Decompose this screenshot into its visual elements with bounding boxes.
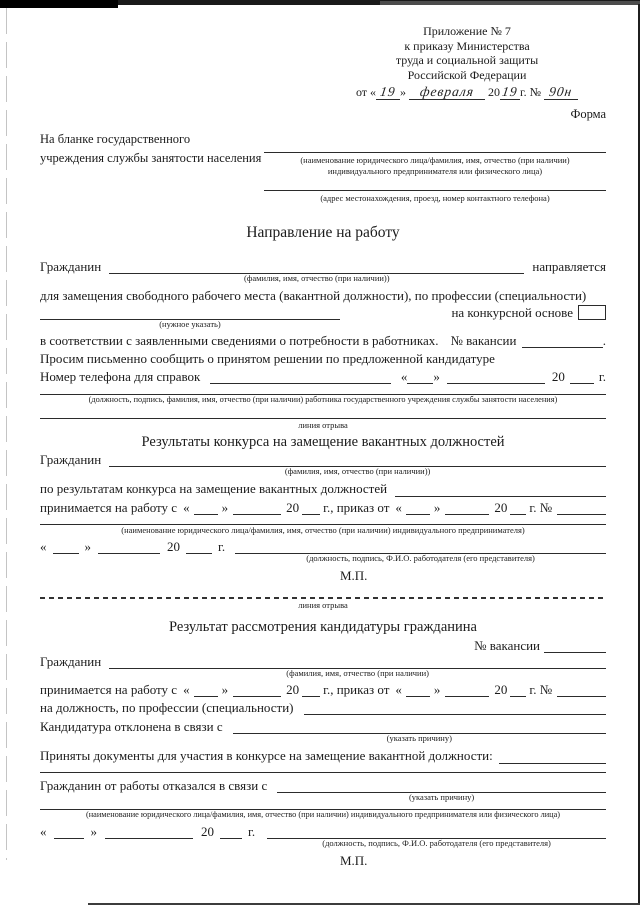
blank-year: [570, 370, 594, 384]
blank-citizen-fio-3: [109, 655, 606, 679]
vacancy-no-label-3: № вакансии: [474, 638, 540, 654]
caption-employer-name-1: (наименование юридического лица/фамилия, имя, отчество (при наличии): [300, 155, 570, 165]
please-sentence: Просим письменно сообщить о принятом решении по предложенной кандидатуре: [40, 351, 495, 367]
g-no-label: г. №: [529, 682, 553, 698]
blank-profession: [40, 306, 340, 330]
quote-close: »: [90, 823, 97, 839]
caption-fio-3: (фамилия, имя, отчество (при наличии): [286, 668, 429, 679]
quote-close: »: [221, 682, 229, 698]
blank-month: [105, 825, 193, 839]
scan-edge-left: [6, 8, 7, 860]
according-sentence: в соответствии с заявленными сведениями о потребности в работниках.: [40, 333, 439, 349]
blank-vacancy-no: [522, 334, 602, 348]
citizen-label: Гражданин: [40, 654, 102, 670]
order-g: г. №: [520, 84, 542, 99]
year-20: 20: [201, 823, 214, 839]
order-year-print: 20: [488, 84, 501, 99]
caption-worker: (должность, подпись, фамилия, имя, отчество (при наличии) работника государственного учреждения службы занятости населения): [88, 395, 558, 405]
handwritten-day: 19: [379, 83, 397, 99]
caption-employer-2: (должность, подпись, Ф.И.О. работодателя (его представителя): [306, 553, 535, 564]
order-from-label: г., приказ от: [323, 682, 390, 698]
hired-label-3: принимается на работу с: [40, 682, 178, 698]
scan-edge-top-right: [380, 1, 640, 5]
caption-reason-2: (указать причину): [408, 791, 475, 802]
by-results-label: по результатам конкурса на замещение вакантных должностей: [40, 481, 388, 497]
quote-close: »: [433, 682, 441, 698]
appendix-header: [328, 24, 606, 100]
letterhead-note-line1: На бланке государственного: [40, 132, 191, 146]
tear-line-2: [40, 597, 606, 599]
year-20: 20: [551, 369, 565, 385]
blank-day: [53, 540, 79, 554]
caption-fio: (фамилия, имя, отчество (при наличии)): [244, 272, 390, 283]
handwritten-year: 19: [501, 83, 519, 99]
blank-day: [194, 501, 218, 515]
blank-year: [302, 683, 320, 697]
caption-org-3: (наименование юридического лица/фамилия, имя, отчество (при наличии) индивидуального предпринимателя или физического лица): [85, 809, 561, 819]
quote-open: «: [40, 539, 47, 555]
blank-order-no: [557, 683, 606, 697]
blank-order-no: [557, 501, 606, 515]
letterhead-fields: [264, 130, 606, 204]
vacancy-no-label: № вакансии: [450, 333, 517, 349]
order-date-line: [328, 84, 606, 100]
signature-line-employer-2: [235, 540, 606, 564]
year-20: 20: [494, 682, 508, 698]
blank-month: [98, 540, 160, 554]
blank-order-year: [510, 501, 526, 515]
blank-vacancy-no-3: [544, 639, 606, 653]
contest-title: Результаты конкурса на замещение вакантных должностей: [141, 433, 505, 450]
blank-year: [186, 540, 212, 554]
year-20: 20: [286, 499, 300, 515]
blank-order-day: [406, 683, 430, 697]
year-g: г.: [218, 539, 226, 555]
order-quote: »: [400, 84, 407, 99]
phone-label: Номер телефона для справок: [40, 369, 201, 385]
appendix-line: к приказу Министерства: [404, 38, 530, 53]
blank-results: [395, 483, 606, 497]
rejected-label: Кандидатура отклонена в связи с: [40, 719, 223, 735]
handwritten-month: февраля: [419, 83, 476, 99]
letterhead-note: [40, 130, 264, 204]
hired-label: принимается на работу с: [40, 499, 178, 515]
blank-line-employer-name: [264, 152, 606, 153]
forma-label: Форма: [570, 106, 606, 121]
scan-edge-top-left: [0, 0, 118, 8]
blank-docs: [499, 750, 606, 764]
year-20: 20: [167, 539, 180, 555]
quote-close: »: [221, 499, 229, 515]
quote-close: »: [433, 369, 440, 385]
caption-org-2: (наименование юридического лица/фамилия, имя, отчество (при наличии) индивидуального предпринимателя): [121, 524, 525, 535]
dot: .: [602, 333, 606, 349]
appendix-line: Российской Федерации: [407, 67, 527, 82]
position-label: на должность, по профессии (специальности): [40, 700, 294, 716]
year-20: 20: [286, 682, 300, 698]
blank-order-month: [445, 683, 489, 697]
year-20: 20: [494, 499, 508, 515]
quote-open: «: [395, 682, 402, 698]
blank-year: [220, 825, 242, 839]
caption-employer-3: (должность, подпись, Ф.И.О. работодателя (его представителя): [322, 838, 551, 849]
stamp-place-3: М.П.: [339, 853, 368, 869]
citizen-label: Гражданин: [40, 258, 102, 274]
tear-line-1: [40, 418, 606, 419]
form-title: Направление на работу: [246, 223, 400, 241]
separator-line: [40, 772, 606, 773]
citizen-label: Гражданин: [40, 452, 102, 468]
quote-open: «: [395, 499, 402, 515]
quote-open: «: [40, 823, 47, 839]
blank-order-year: [510, 683, 526, 697]
quote-open: «: [183, 499, 190, 515]
letterhead-note-line2: учреждения службы занятости населения: [40, 151, 262, 166]
consideration-title: Результат рассмотрения кандидатуры гражданина: [169, 619, 477, 636]
quote-open: «: [400, 369, 408, 385]
blank-refuse-reason: [277, 779, 606, 802]
caption-employer-name-2: индивидуального предпринимателя или физического лица): [327, 165, 543, 176]
caption-address: (адрес местонахождения, проезд, номер контактного телефона): [320, 193, 550, 204]
g-no-label: г. №: [529, 499, 553, 515]
blank-day: [54, 825, 84, 839]
caption-specify: (нужное указать): [159, 319, 221, 330]
blank-citizen-fio-2: [109, 453, 606, 477]
blank-year: [302, 501, 320, 515]
blank-month: [233, 501, 281, 515]
competitive-label: на конкурсной основе: [451, 305, 573, 320]
docs-accepted-label: Приняты документы для участия в конкурсе на замещение вакантной должности:: [40, 748, 493, 764]
blank-position: [304, 701, 607, 715]
blank-day: [194, 683, 218, 697]
order-from-label: г., приказ от: [323, 499, 390, 515]
blank-line-address: [264, 190, 606, 191]
blank-order-day: [406, 501, 430, 515]
directed-label: направляется: [532, 258, 606, 274]
stamp-place-2: М.П.: [339, 568, 368, 584]
blank-phone: [210, 370, 391, 384]
caption-fio-2: (фамилия, имя, отчество (при наличии)): [284, 466, 431, 477]
order-prefix: от «: [355, 84, 377, 99]
blank-month: [447, 370, 545, 384]
appendix-line: Приложение № 7: [423, 24, 511, 38]
competitive-checkbox: [578, 305, 606, 320]
year-g: г.: [598, 369, 606, 385]
letterhead-block: [40, 130, 606, 204]
signature-line-employer-3: [267, 825, 606, 849]
quote-close: »: [433, 499, 441, 515]
quote-open: «: [183, 682, 190, 698]
vacancy-sentence: для замещения свободного рабочего места (вакантной должности), по профессии (специальности): [40, 287, 587, 303]
blank-reject-reason: [233, 720, 606, 744]
blank-day: [407, 370, 433, 384]
tear-label-1: линия отрыва: [298, 419, 348, 430]
appendix-line: труда и социальной защиты: [395, 53, 539, 68]
handwritten-number: 90н: [548, 83, 574, 99]
blank-month: [233, 683, 281, 697]
year-g: г.: [248, 823, 256, 839]
quote-close: »: [84, 539, 91, 555]
refused-label: Гражданин от работы отказался в связи с: [40, 777, 268, 793]
tear-label-2: линия отрыва: [298, 600, 348, 611]
caption-reason: (указать причину): [386, 733, 452, 744]
blank-order-month: [445, 501, 489, 515]
blank-citizen-fio: [109, 260, 524, 283]
